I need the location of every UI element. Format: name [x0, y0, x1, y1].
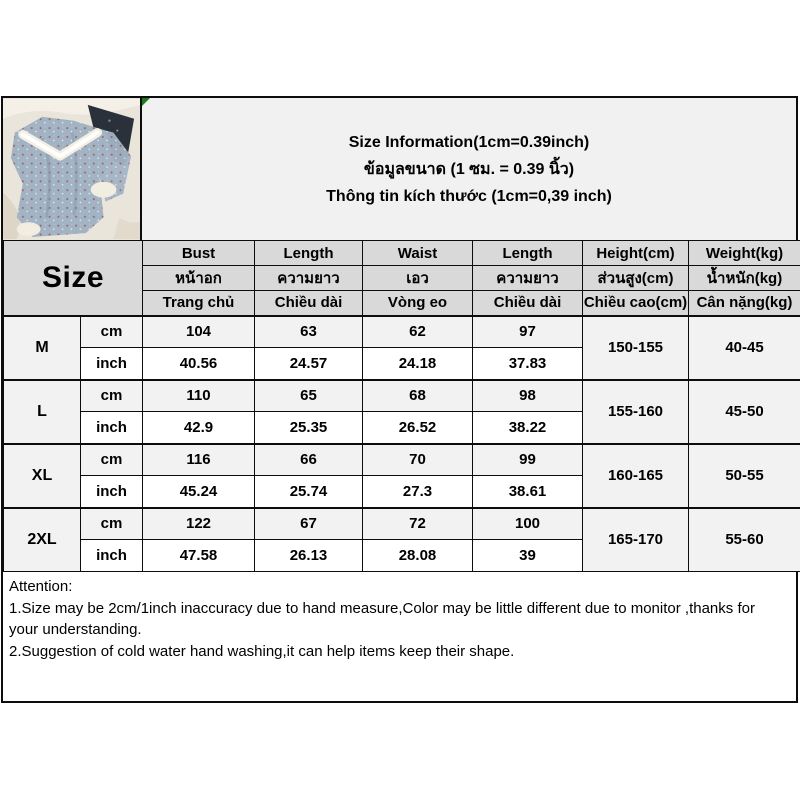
- value-cell: 116: [143, 444, 255, 476]
- value-cell: 66: [255, 444, 363, 476]
- col-header-weight-th: น้ำหนัก(kg): [689, 266, 800, 291]
- value-cell: 27.3: [363, 476, 473, 508]
- value-cell: 40.56: [143, 348, 255, 380]
- unit-label: inch: [81, 476, 143, 508]
- value-cell: 70: [363, 444, 473, 476]
- height-range-2xl: 165-170: [583, 508, 689, 572]
- col-header-weight-vi: Cân nặng(kg): [689, 291, 800, 316]
- value-cell: 28.08: [363, 540, 473, 572]
- unit-label: inch: [81, 412, 143, 444]
- value-cell: 63: [255, 316, 363, 348]
- value-cell: 62: [363, 316, 473, 348]
- table-row-m-cm: [4, 316, 800, 348]
- unit-label: cm: [81, 508, 143, 540]
- height-range-l: 155-160: [583, 380, 689, 444]
- value-cell: 122: [143, 508, 255, 540]
- attention-line-2: 2.Suggestion of cold water hand washing,it can help items keep their shape.: [9, 642, 515, 660]
- size-table-header: [4, 241, 800, 316]
- value-cell: 38.22: [473, 412, 583, 444]
- col-header-length-vi: Chiều dài: [255, 291, 363, 316]
- value-cell: 47.58: [143, 540, 255, 572]
- height-range-m: 150-155: [583, 316, 689, 380]
- col-header-length2-en: Length: [473, 241, 583, 266]
- col-header-bust-vi: Trang chủ: [143, 291, 255, 316]
- title-block: [142, 98, 796, 240]
- cell-corner-marker: [142, 98, 150, 106]
- table-row-l-cm: [4, 380, 800, 412]
- value-cell: 68: [363, 380, 473, 412]
- value-cell: 39: [473, 540, 583, 572]
- size-label-l: L: [4, 380, 81, 444]
- col-header-waist-vi: Vòng eo: [363, 291, 473, 316]
- value-cell: 97: [473, 316, 583, 348]
- col-header-weight-en: Weight(kg): [689, 241, 800, 266]
- value-cell: 99: [473, 444, 583, 476]
- weight-range-2xl: 55-60: [689, 508, 800, 572]
- value-cell: 24.18: [363, 348, 473, 380]
- col-header-length-th: ความยาว: [255, 266, 363, 291]
- size-label-xl: XL: [4, 444, 81, 508]
- value-cell: 25.74: [255, 476, 363, 508]
- size-header-cell: Size: [4, 241, 143, 316]
- value-cell: 110: [143, 380, 255, 412]
- col-header-length2-th: ความยาว: [473, 266, 583, 291]
- unit-label: inch: [81, 348, 143, 380]
- col-header-bust-th: หน้าอก: [143, 266, 255, 291]
- unit-label: cm: [81, 380, 143, 412]
- table-row-xl-cm: [4, 444, 800, 476]
- col-header-height-vi: Chiều cao(cm): [583, 291, 689, 316]
- attention-line-1: 1.Size may be 2cm/1inch inaccuracy due to hand measure,Color may be little different due to monitor ,thanks for your understanding.: [9, 599, 755, 638]
- attention-heading: Attention:: [9, 578, 73, 595]
- product-photo-illustration: [3, 98, 140, 240]
- size-label-m: M: [4, 316, 81, 380]
- col-header-bust-en: Bust: [143, 241, 255, 266]
- product-photo: [3, 98, 142, 240]
- attention-note: [3, 572, 796, 701]
- table-row-2xl-cm: [4, 508, 800, 540]
- value-cell: 26.52: [363, 412, 473, 444]
- col-header-height-en: Height(cm): [583, 241, 689, 266]
- value-cell: 24.57: [255, 348, 363, 380]
- value-cell: 104: [143, 316, 255, 348]
- unit-label: inch: [81, 540, 143, 572]
- header-row: [3, 98, 796, 240]
- unit-label: cm: [81, 444, 143, 476]
- weight-range-l: 45-50: [689, 380, 800, 444]
- size-label-2xl: 2XL: [4, 508, 81, 572]
- title-thai: ข้อมูลขนาด (1 ซม. = 0.39 นิ้ว): [363, 160, 575, 178]
- weight-range-xl: 50-55: [689, 444, 800, 508]
- value-cell: 38.61: [473, 476, 583, 508]
- col-header-length-en: Length: [255, 241, 363, 266]
- value-cell: 72: [363, 508, 473, 540]
- content-frame: [1, 96, 798, 703]
- col-header-length2-vi: Chiều dài: [473, 291, 583, 316]
- value-cell: 42.9: [143, 412, 255, 444]
- value-cell: 100: [473, 508, 583, 540]
- col-header-height-th: ส่วนสูง(cm): [583, 266, 689, 291]
- unit-label: cm: [81, 316, 143, 348]
- weight-range-m: 40-45: [689, 316, 800, 380]
- value-cell: 98: [473, 380, 583, 412]
- col-header-waist-th: เอว: [363, 266, 473, 291]
- value-cell: 25.35: [255, 412, 363, 444]
- size-table-body: [4, 316, 800, 572]
- title-english: Size Information(1cm=0.39inch): [348, 133, 590, 151]
- value-cell: 26.13: [255, 540, 363, 572]
- value-cell: 67: [255, 508, 363, 540]
- value-cell: 45.24: [143, 476, 255, 508]
- title-vietnamese: Thông tin kích thước (1cm=0,39 inch): [326, 187, 612, 205]
- height-range-xl: 160-165: [583, 444, 689, 508]
- value-cell: 37.83: [473, 348, 583, 380]
- value-cell: 65: [255, 380, 363, 412]
- col-header-waist-en: Waist: [363, 241, 473, 266]
- size-table: [3, 240, 800, 572]
